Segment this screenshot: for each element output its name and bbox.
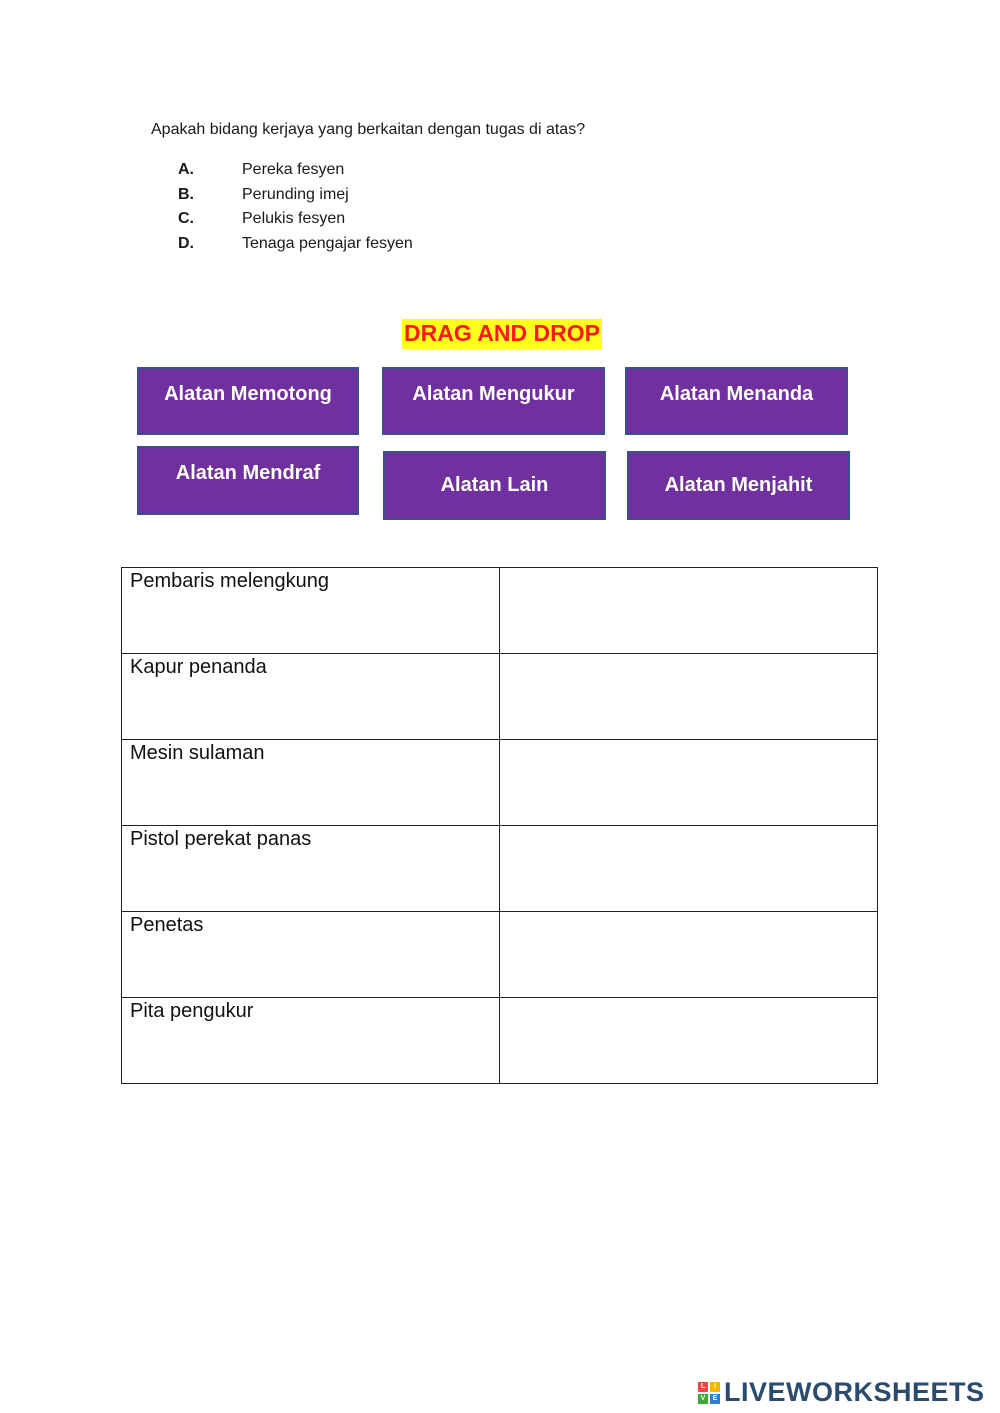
chip-alatan-lain[interactable]: Alatan Lain xyxy=(383,451,606,520)
logo-tile: I xyxy=(710,1382,720,1392)
liveworksheets-brand[interactable] xyxy=(698,1377,985,1408)
option-letter: D. xyxy=(178,234,194,252)
option-b xyxy=(178,183,413,208)
drop-zone[interactable] xyxy=(500,998,878,1084)
option-text: Perunding imej xyxy=(242,185,349,203)
option-text: Tenaga pengajar fesyen xyxy=(242,234,413,252)
drop-zone[interactable] xyxy=(500,826,878,912)
logo-tile: E xyxy=(710,1394,720,1404)
tool-label: Pita pengukur xyxy=(122,998,500,1084)
chip-alatan-menjahit[interactable]: Alatan Menjahit xyxy=(627,451,850,520)
matching-table xyxy=(121,567,878,1084)
tool-label: Penetas xyxy=(122,912,500,998)
option-letter: C. xyxy=(178,210,194,228)
chip-alatan-mengukur[interactable]: Alatan Mengukur xyxy=(382,367,605,435)
question-text: Apakah bidang kerjaya yang berkaitan dengan tugas di atas? xyxy=(151,121,586,138)
tool-label: Pembaris melengkung xyxy=(122,568,500,654)
drag-and-drop-title: DRAG AND DROP xyxy=(402,319,602,349)
tool-label: Mesin sulaman xyxy=(122,740,500,826)
table-row xyxy=(122,912,878,998)
drop-zone[interactable] xyxy=(500,654,878,740)
option-c xyxy=(178,207,413,232)
logo-tile: L xyxy=(698,1382,708,1392)
drop-zone[interactable] xyxy=(500,568,878,654)
drop-zone[interactable] xyxy=(500,740,878,826)
chip-alatan-memotong[interactable]: Alatan Memotong xyxy=(137,367,359,435)
liveworksheets-logo-icon xyxy=(698,1382,720,1404)
logo-tile: V xyxy=(698,1394,708,1404)
tool-label: Pistol perekat panas xyxy=(122,826,500,912)
table-row xyxy=(122,568,878,654)
drop-zone[interactable] xyxy=(500,912,878,998)
option-text: Pereka fesyen xyxy=(242,161,345,179)
tool-label: Kapur penanda xyxy=(122,654,500,740)
option-letter: B. xyxy=(178,185,194,203)
chip-alatan-menanda[interactable]: Alatan Menanda xyxy=(625,367,848,435)
option-a xyxy=(178,158,413,183)
option-letter: A. xyxy=(178,161,194,179)
answer-options xyxy=(178,158,413,256)
option-text: Pelukis fesyen xyxy=(242,210,346,228)
chip-alatan-mendraf[interactable]: Alatan Mendraf xyxy=(137,446,359,515)
table-row xyxy=(122,654,878,740)
table-row xyxy=(122,826,878,912)
option-d xyxy=(178,232,413,257)
table-row xyxy=(122,740,878,826)
table-row xyxy=(122,998,878,1084)
brand-name: LIVEWORKSHEETS xyxy=(724,1377,985,1407)
